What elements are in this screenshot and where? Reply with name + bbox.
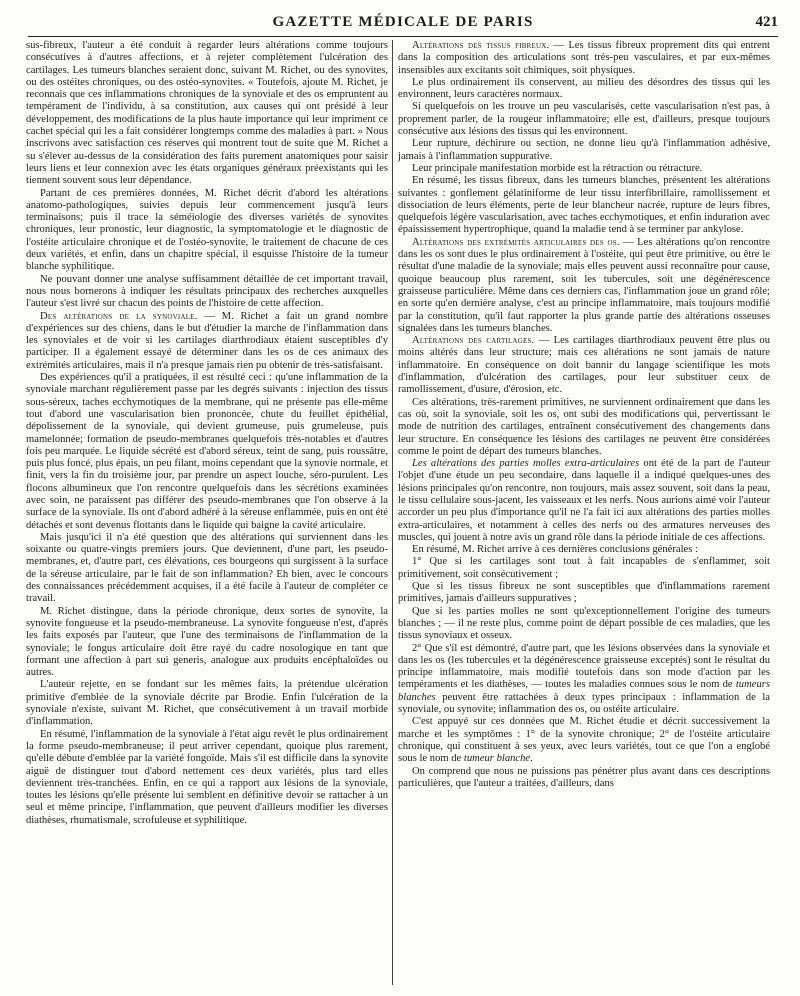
right-column <box>398 40 770 990</box>
conclusion-item <box>398 643 770 717</box>
paragraph: On comprend que nous ne puissions pas pénétrer plus avant dans ces descriptions particulières, que l'auteur a traitées, d'ailleurs, dans <box>398 765 770 789</box>
conclusion-item: 1° Que si les cartilages sont tout à fait incapables de s'enflammer, soit primitivement, soit consécutivement ; <box>398 556 770 580</box>
paragraph: En résumé, M. Richet arrive à ces dernières conclusions générales : <box>412 544 698 556</box>
page-header <box>28 12 778 37</box>
paragraph: Ces altérations, très-rarement primitives, ne surviennent ordinairement que dans les cas où, soit la synoviale, soit les os, ont subi des modifications qui, pervertissant le mode de nutrition des cartilages, entraînent consécutivement des changements dans leur structure. En conséquence les lésions des cartilages ne peuvent être considérées comme le point de départ des tumeurs blanches. <box>398 396 770 457</box>
column-divider <box>392 40 393 985</box>
paragraph-text: — M. Richet a fait un grand nombre d'expériences sur des chiens, dans le but d'étudier la marche de l'inflammation dans les synoviales et de voir si les cartilages diarthrodiaux étaient susceptibles d'y participer. Il a également essayé de déterminer dans les os de ces animaux des extrémités articulaires, mais il n'a presque jamais rien pu obtenir de très-satisfaisant. <box>26 310 388 371</box>
paragraph-text: — Les altérations qu'on rencontre dans les os sont dues le plus ordinairement à l'ostéite, qui peut être primitive, ou être le résultat d'une maladie de la synoviale; mais elles peuvent aussi reconnaître pour cause, quoique beaucoup plus rarement, soit les tubercules, soit une dégénérescence graisseuse particulière. Même dans ces derniers cas, l'inflammation joue un grand rôle; en sorte qu'en dernière analyse, c'est au principe inflammatoire, mais toujours modifié par la constitution, qu'il faut rapporter la plus grande partie des altérations osseuses signalées dans les tumeurs blanches. <box>398 236 770 334</box>
journal-title: GAZETTE MÉDICALE DE PARIS <box>272 14 534 30</box>
page-number: 421 <box>755 14 778 30</box>
section-paragraph <box>26 311 388 372</box>
paragraph <box>398 716 770 765</box>
paragraph: En résumé, les tissus fibreux, dans les tumeurs blanches, présentent les altérations suivantes : gonflement gélatiniforme de leur tissu interfibrillaire, ramollissement et dissociation de leurs éléments, perte de leur blancheur nacrée, rupture de leurs fibres, quelquefois légère vascularisation, avec taches ecchymotiques, et enfin induration avec épaississement hypertrophique, quand la maladie tend à se terminer par ankylose. <box>398 175 770 236</box>
paragraph: M. Richet distingue, dans la période chronique, deux sortes de synovite, la synovite fongueuse et la pseudo-membraneuse. La synovite fongueuse n'est, d'après les faits exposés par l'auteur, que l'une des terminaisons de l'inflammation de la synoviale; le fongus articulaire doit être rayé du cadre nosologique en tant que formant une affection à part sui generis, analogue aux produits encéphaloïdes ou autres. <box>26 605 388 679</box>
italic-phrase: Les altérations des parties molles extra-articulaires <box>412 458 640 470</box>
paragraph: Si quelquefois on les trouve un peu vascularisés, cette vascularisation n'est pas, à proprement parler, de la rougeur inflammatoire; elle est, d'ailleurs, presque toujours consécutive aux lésions des tissus qui les environnent. <box>398 101 770 138</box>
paragraph: En résumé, l'inflammation de la synoviale à l'état aigu revêt le plus ordinairement la forme pseudo-membraneuse; il peut arriver cependant, quoique plus rarement, qu'elle débute d'emblée par la variété fongoïde. Mais s'il est difficile dans la synovite aiguë de distinguer tout d'abord nettement ces deux variétés, plus tard elles deviennent très-tranchées. Enfin, en ce qui a rapport aux lésions de la synoviale, toutes les lésions qu'elle présente lui semblent en définitive devoir se rattacher à un seul et même principe, l'inflammation, que peuvent d'ailleurs modifier les diverses diathèses, rhumatismale, scrofuleuse et syphilitique. <box>26 728 388 826</box>
paragraph <box>398 458 770 544</box>
section-heading: Des altérations de la synoviale. <box>40 310 198 322</box>
left-column <box>26 40 388 990</box>
paragraph: Mais jusqu'ici il n'a été question que des altérations qui surviennent dans les soixante ou quatre-vingts premiers jours. Que deviennent, d'une part, les pseudo-membranes, et, d'autre part, ces élévations, ces bourgeons qui surgissent à la surface de la séreuse articulaire, par le fait de son inflammation? Eh bien, avec le concours des connaissances précédemment acquises, il a été facile à l'auteur de compléter ce travail. <box>26 531 388 605</box>
paragraph-text: . <box>530 753 533 765</box>
paragraph: Leur principale manifestation morbide est la rétraction ou rétracture. <box>412 162 703 174</box>
paragraph-text: — Les cartilages diarthrodiaux peuvent être plus ou moins altérés dans leur structure; mais ces altérations ne sont jamais de nature inflammatoire. En conséquence on doit bannir du langage scientifique les mots d'inflammation, d'ulcération des cartilages, pour leur substituer ceux de ramollissement, d'usure, d'érosion, etc. <box>398 335 770 396</box>
section-paragraph <box>398 335 770 396</box>
paragraph-text: 2° Que s'il est démontré, d'autre part, que les lésions observées dans la synoviale et dans les os (les tubercules et la dégénérescence graisseuse exceptés) sont le résultat du principe inflammatoire, mais modifié toutefois dans son mode d'action par les tempéraments et les diathèses, — toutes les maladies connues sous le nom de <box>398 642 770 691</box>
paragraph: Ne pouvant donner une analyse suffisamment détaillée de cet important travail, nous nous bornerons à indiquer les résultats principaux des recherches auxquelles l'auteur s'est livré sur chacun des points de l'histoire de cette affection. <box>26 273 388 310</box>
section-heading: Altérations des tissus fibreux. <box>412 40 550 51</box>
paragraph: Des expériences qu'il a pratiquées, il est résulté ceci : qu'une inflammation de la synoviale marchant régulièrement passe par les degrés suivants : injection des tissus sous-séreux, taches ecchymotiques de la membrane, qui ne présente pas elle-même tout d'abord une vascularisation bien prononcée, chute du feuillet épithélial, dépolissement de la synoviale, qui devient grumeuse, puis grumeleuse, puis mamelonnée; formation de pseudo-membranes quelquefois très-notables et d'autres fois peu marquée. Le liquide sécrété est d'abord séreux, teint de sang, puis roussâtre, puis plus foncé, plus épais, un peu filant, moins cependant que la synovie normale, et finit, vers la fin du troisième jour, par prendre un aspect louche, séro-purulent. Les flocons albumineux que l'on rencontre quelquefois dans les sécrétions examinées avec soin, ne paraissent pas différer des pseudo-membranes que l'on observe à la surface de la synoviale. Ils ont d'abord adhéré à la séreuse enflammée, puis en ont été détachés et sont devenus flottants dans le liquide qui baigne la cavité articulaire. <box>26 372 388 531</box>
paragraph-text: — Les tissus fibreux proprement dits qui entrent dans la composition des articulations sont très-peu vasculaires, et par eux-mêmes insensibles aux excitants soit chimiques, soit physiques. <box>398 40 770 76</box>
italic-phrase: tumeur blanche <box>463 753 531 765</box>
conclusion-item: Que si les tissus fibreux ne sont susceptibles que d'inflammations rarement primitives, jamais d'ailleurs suppuratives ; <box>398 581 770 605</box>
section-paragraph <box>398 40 770 77</box>
paragraph-text: ont été de la part de l'auteur l'objet d'une étude un peu secondaire, dans laquelle il a indiqué quelques-unes des lésions principales qu'on rencontre, non toujours, mais assez souvent, soit dans la peau, le tissu cellulaire sous-jacent, les vaisseaux et les nerfs. Nous aurions aimé voir l'auteur accorder un peu plus d'importance qu'il ne l'a fait ici aux altérations des parties molles extra-articulaires, et notamment à celles des nerfs ou des armatures nerveuses des muscles, qui jouent à notre avis un grand rôle dans la période initiale de ces affections. <box>398 458 770 543</box>
section-paragraph <box>398 237 770 335</box>
paragraph: Leur rupture, déchirure ou section, ne donne lieu qu'à l'inflammation adhésive, jamais à l'inflammation suppurative. <box>398 138 770 162</box>
paragraph-text: peuvent être rattachées à deux types principaux : inflammation de la synoviale, ou synovite; inflammation des os, ou ostéite articulaire. <box>398 691 770 716</box>
paragraph: Partant de ces premières données, M. Richet décrit d'abord les altérations anatomo-pathologiques, suivies depuis leur commencement jusqu'à leurs terminaisons; puis il trace la séméiologie des diverses variétés de synovites chroniques, leur pronostic, leur diagnostic, la symptomatologie et le diagnostic de l'ostéite articulaire chronique et de l'ostéo-synovite, le traitement de chacune de ces deux variétés, et enfin, dans un chapitre spécial, il esquisse l'histoire de la tumeur blanche syphilitique. <box>26 187 388 273</box>
section-heading: Altérations des cartilages. <box>412 335 535 347</box>
italic-phrase: tumeurs blanches <box>398 679 770 703</box>
section-heading: Altérations des extrémités articulaires des os. <box>412 236 620 248</box>
paragraph: Le plus ordinairement ils conservent, au milieu des désordres des tissus qui les environnent, leurs caractères normaux. <box>398 76 770 101</box>
paragraph-text: C'est appuyé sur ces données que M. Richet étudie et décrit successivement la marche et les symptômes : 1° de la synovite chronique; 2° de l'ostéite articulaire chronique, qui constituent à ses yeux, avec leurs variétés, tout ce que l'on a englobé sous le nom de <box>398 716 770 765</box>
conclusion-item: Que si les parties molles ne sont qu'exceptionnellement l'origine des tumeurs blanches ; — il ne reste plus, comme point de départ possible de ces maladies, que les tissus synoviaux et osseux. <box>398 605 770 642</box>
paragraph: L'auteur rejette, en se fondant sur les mêmes faits, la prétendue ulcération primitive d'emblée de la synoviale décrite par Brodie. Enfin l'ulcération de la synoviale n'existe, suivant M. Richet, que consécutivement à un travail morbide d'inflammation. <box>26 679 388 728</box>
paragraph: sus-fibreux, l'auteur a été conduit à regarder leurs altérations comme toujours consécutives à d'autres affections, et à rejeter complètement l'ulcération des cartilages. Les tumeurs blanches seraient donc, suivant M. Richet, ou des synovites, ou des ostéites chroniques, ou des ostéo-synovites. « Toutefois, ajoute M. Richet, je reconnais que ces inflammations chroniques de la synoviale et des os empruntent au tempérament de l'individu, à sa constitution, aux causes qui ont présidé à leur développement, des modifications de la plus haute importance qui leur impriment ce cachet spécial qui les a fait considérer longtemps comme des maladies à part. » Nous inscrivons avec satisfaction ces réserves qui montrent tout de suite que M. Richet a su s'élever au-dessus de la considération des faits purement anatomiques pour saisir leurs liens et leur connexion avec les états organiques généraux préexistants qui les tiennent souvent sous leur dépendance. <box>26 40 388 187</box>
